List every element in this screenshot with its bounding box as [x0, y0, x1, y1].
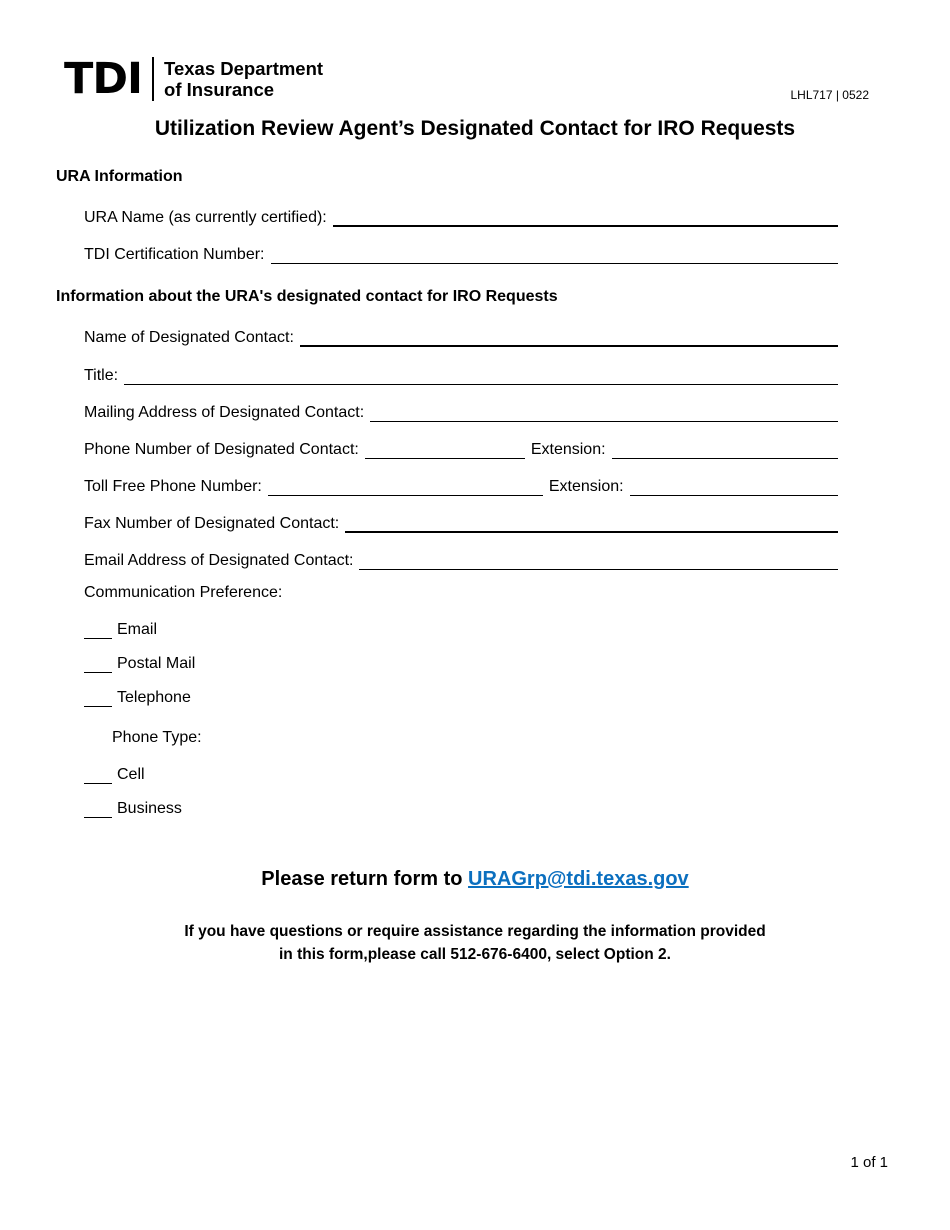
- phone-type-cell[interactable]: [84, 762, 145, 784]
- logo-divider: [152, 57, 154, 101]
- mailing-address-label: Mailing Address of Designated Contact:: [84, 404, 365, 421]
- tollfree-row: [84, 474, 838, 496]
- email-row: [84, 548, 838, 570]
- comm-option-telephone[interactable]: [84, 685, 191, 707]
- phone-type-label: Phone Type:: [112, 729, 202, 746]
- logo-line-2: of Insurance: [164, 79, 275, 100]
- comm-telephone-blank[interactable]: [84, 690, 112, 707]
- mailing-address-row: [84, 400, 838, 422]
- page-number: 1 of 1: [850, 1154, 888, 1171]
- contact-section-heading: Information about the URA's designated contact for IRO Requests: [56, 288, 558, 305]
- contact-title-row: [84, 363, 838, 385]
- comm-email-label: Email: [117, 621, 158, 638]
- ura-name-label: URA Name (as currently certified):: [84, 209, 327, 226]
- fax-row: [84, 511, 838, 533]
- logo-line-1: Texas Department: [164, 58, 324, 79]
- phone-type-business[interactable]: [84, 796, 182, 818]
- tollfree-extension-label: Extension:: [548, 478, 624, 495]
- phone-extension-field[interactable]: [612, 442, 838, 459]
- contact-title-label: Title:: [84, 367, 119, 384]
- ura-name-field[interactable]: [333, 209, 838, 227]
- phone-type-cell-label: Cell: [117, 766, 145, 783]
- tollfree-label: Toll Free Phone Number:: [84, 478, 262, 495]
- cert-number-row: [84, 242, 838, 264]
- fax-field[interactable]: [345, 515, 838, 533]
- comm-preference-label: Communication Preference:: [84, 584, 283, 601]
- cert-number-label: TDI Certification Number:: [84, 246, 265, 263]
- contact-name-field[interactable]: [300, 329, 838, 347]
- comm-email-blank[interactable]: [84, 622, 112, 639]
- tollfree-field[interactable]: [268, 479, 543, 496]
- phone-label: Phone Number of Designated Contact:: [84, 441, 359, 458]
- page-title: Utilization Review Agent’s Designated Contact for IRO Requests: [154, 117, 796, 140]
- tdi-logo: [64, 56, 323, 102]
- comm-telephone-label: Telephone: [117, 689, 191, 706]
- phone-type-business-blank[interactable]: [84, 801, 112, 818]
- contact-name-label: Name of Designated Contact:: [84, 329, 294, 346]
- phone-type-business-label: Business: [117, 800, 182, 817]
- comm-option-postal[interactable]: [84, 651, 195, 673]
- email-label: Email Address of Designated Contact:: [84, 552, 354, 569]
- return-instructions: [0, 868, 950, 891]
- tollfree-extension-field[interactable]: [630, 479, 838, 496]
- fax-label: Fax Number of Designated Contact:: [84, 515, 340, 532]
- assistance-note-line-1: If you have questions or require assistance regarding the information provided: [184, 923, 766, 940]
- mailing-address-field[interactable]: [370, 405, 838, 422]
- logo-agency-name: [164, 58, 323, 100]
- cert-number-field[interactable]: [271, 247, 839, 264]
- email-field[interactable]: [359, 553, 838, 570]
- phone-row: [84, 437, 838, 459]
- return-email-link[interactable]: URAGrp@tdi.texas.gov: [468, 868, 689, 890]
- contact-title-field[interactable]: [124, 368, 838, 385]
- logo-mark: TDI: [64, 54, 143, 104]
- assistance-note-line-2: in this form,please call 512-676-6400, select Option 2.: [279, 946, 671, 963]
- contact-name-row: [84, 325, 838, 347]
- comm-option-email[interactable]: [84, 617, 157, 639]
- ura-section-heading: URA Information: [56, 168, 183, 185]
- form-code: LHL717 | 0522: [790, 88, 869, 102]
- comm-postal-blank[interactable]: [84, 656, 112, 673]
- phone-type-cell-blank[interactable]: [84, 767, 112, 784]
- comm-postal-label: Postal Mail: [117, 655, 196, 672]
- phone-field[interactable]: [365, 442, 525, 459]
- phone-extension-label: Extension:: [530, 441, 606, 458]
- return-text: Please return form to: [261, 868, 463, 890]
- ura-name-row: [84, 205, 838, 227]
